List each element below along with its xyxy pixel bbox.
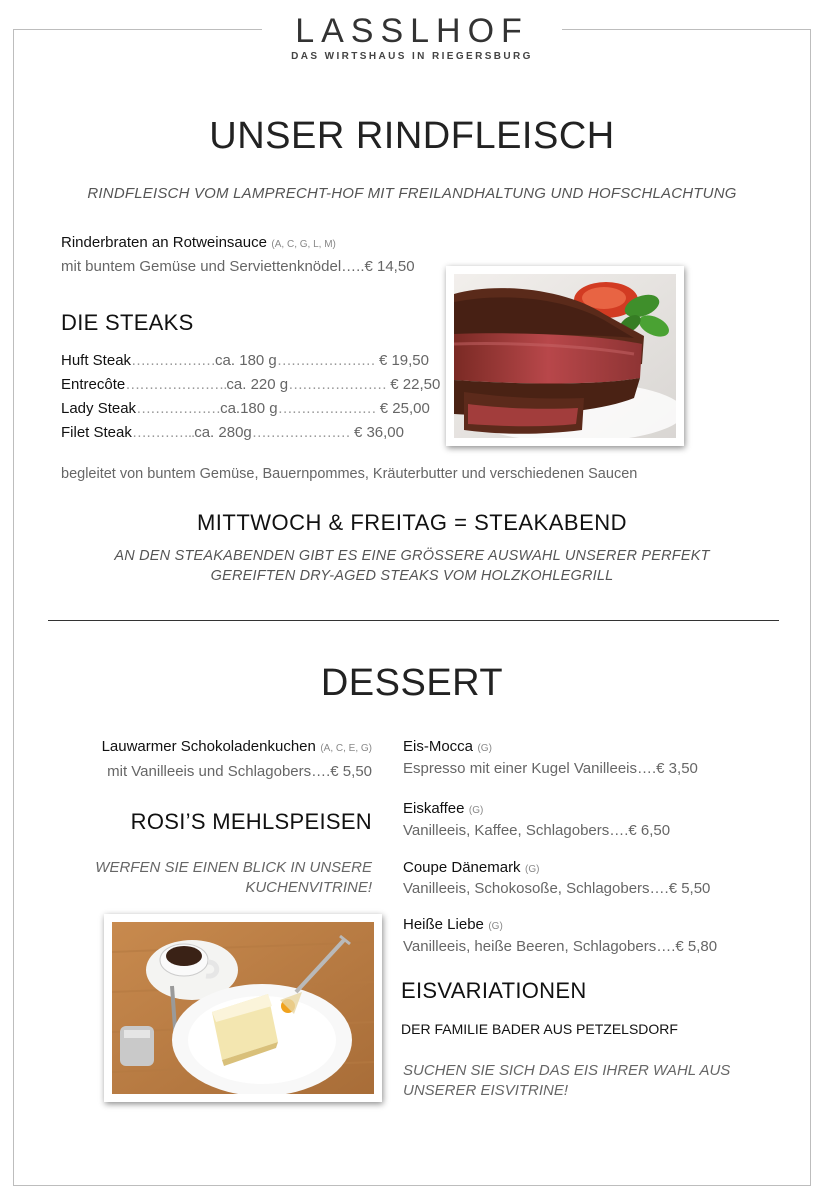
leader-dots: …………………: [251, 424, 350, 441]
steak-image: [454, 274, 676, 438]
dessert-description: Espresso mit einer Kugel Vanilleeis….€ 3,50: [403, 760, 698, 777]
dessert-heading: DESSERT: [320, 662, 504, 704]
dessert-allergens: (G): [477, 743, 492, 754]
steak-name: Lady Steak: [61, 400, 137, 417]
steak-photo: [446, 266, 684, 446]
eis-line-1: SUCHEN SIE SICH DAS EIS IHRER WAHL AUS: [403, 1062, 731, 1079]
logo-subtitle: DAS WIRTSHAUS IN RIEGERSBURG: [291, 51, 533, 62]
steakabend-heading: MITTWOCH & FREITAG = STEAKABEND: [196, 510, 628, 535]
steak-row: [61, 352, 429, 369]
roast-description: mit buntem Gemüse und Serviettenknödel…..€ 14,50: [61, 258, 415, 275]
rosi-line-2: KUCHENVITRINE!: [245, 879, 372, 896]
steak-name: Entrecôte: [61, 376, 126, 393]
dessert-item: [403, 859, 539, 877]
cake-description: mit Vanilleeis und Schlagobers….€ 5,50: [107, 763, 372, 780]
eis-line-2: UNSERER EISVITRINE!: [403, 1082, 569, 1099]
dessert-item: [403, 800, 483, 818]
dessert-description: Vanilleeis, Kaffee, Schlagobers….€ 6,50: [403, 822, 671, 839]
dessert-name: Eiskaffee: [403, 800, 465, 817]
steaks-heading: DIE STEAKS: [61, 310, 194, 335]
dessert-description: Vanilleeis, heiße Beeren, Schlagobers….€ 5,80: [403, 938, 718, 955]
rosi-line-1: WERFEN SIE EINEN BLICK IN UNSERE: [95, 859, 372, 876]
steak-row: [61, 424, 404, 441]
roast-item: [61, 234, 336, 252]
dessert-name: Heiße Liebe: [403, 916, 484, 933]
steakabend-line-2: GEREIFTEN DRY-AGED STEAKS VOM HOLZKOHLEGRILL: [210, 568, 614, 584]
dessert-name: Eis-Mocca: [403, 738, 474, 755]
steak-name: Huft Steak: [61, 352, 132, 369]
steak-weight: ca. 280g: [194, 424, 252, 441]
steak-row: [61, 376, 440, 393]
logo-title: LASSLHOF: [295, 12, 529, 50]
dessert-allergens: (G): [488, 921, 503, 932]
cake-photo: [104, 914, 382, 1102]
cake-name: Lauwarmer Schokoladenkuchen: [101, 738, 316, 755]
dessert-allergens: (G): [525, 864, 540, 875]
leader-dots: ………………….: [125, 376, 227, 393]
cake-allergens: (A, C, E, G): [320, 743, 372, 754]
dessert-description: Vanilleeis, Schokosoße, Schlagobers….€ 5,50: [403, 880, 711, 897]
sides-text: begleitet von buntem Gemüse, Bauernpommes, Kräuterbutter und verschiedenen Saucen: [61, 466, 638, 482]
beef-subline: RINDFLEISCH VOM LAMPRECHT-HOF MIT FREILANDHALTUNG UND HOFSCHLACHTUNG: [87, 185, 737, 202]
section-divider: [48, 620, 779, 621]
eis-subheading: DER FAMILIE BADER AUS PETZELSDORF: [401, 1021, 678, 1037]
steak-price: € 25,00: [379, 400, 430, 417]
rosi-heading: ROSI’S MEHLSPEISEN: [130, 809, 372, 834]
leader-dots: ………………: [131, 352, 216, 369]
steak-weight: ca. 180 g: [215, 352, 277, 369]
leader-dots: …………………: [276, 352, 375, 369]
dessert-item: [403, 916, 503, 934]
roast-allergens: (A, C, G, L, M): [271, 239, 336, 250]
cake-image: [112, 922, 374, 1094]
cake-item: [102, 738, 372, 756]
leader-dots: ………………: [136, 400, 221, 417]
steak-price: € 19,50: [378, 352, 429, 369]
steak-name: Filet Steak: [61, 424, 132, 441]
leader-dots: …………………: [288, 376, 387, 393]
beef-heading: UNSER RINDFLEISCH: [209, 115, 615, 157]
steak-row: [61, 400, 430, 417]
steakabend-line-1: AN DEN STEAKABENDEN GIBT ES EINE GRÖSSERE AUSWAHL UNSERER PERFEKT: [114, 548, 710, 564]
dessert-item: [403, 738, 492, 756]
leader-dots: …………………: [277, 400, 376, 417]
leader-dots: …………..: [131, 424, 195, 441]
steak-weight: ca. 220 g: [226, 376, 289, 393]
roast-name: Rinderbraten an Rotweinsauce: [61, 234, 267, 251]
steak-price: € 36,00: [353, 424, 404, 441]
dessert-allergens: (G): [468, 805, 484, 816]
steak-price: € 22,50: [390, 376, 441, 393]
eis-heading: EISVARIATIONEN: [401, 978, 587, 1003]
dessert-name: Coupe Dänemark: [403, 859, 521, 876]
steak-weight: ca.180 g: [220, 400, 278, 417]
